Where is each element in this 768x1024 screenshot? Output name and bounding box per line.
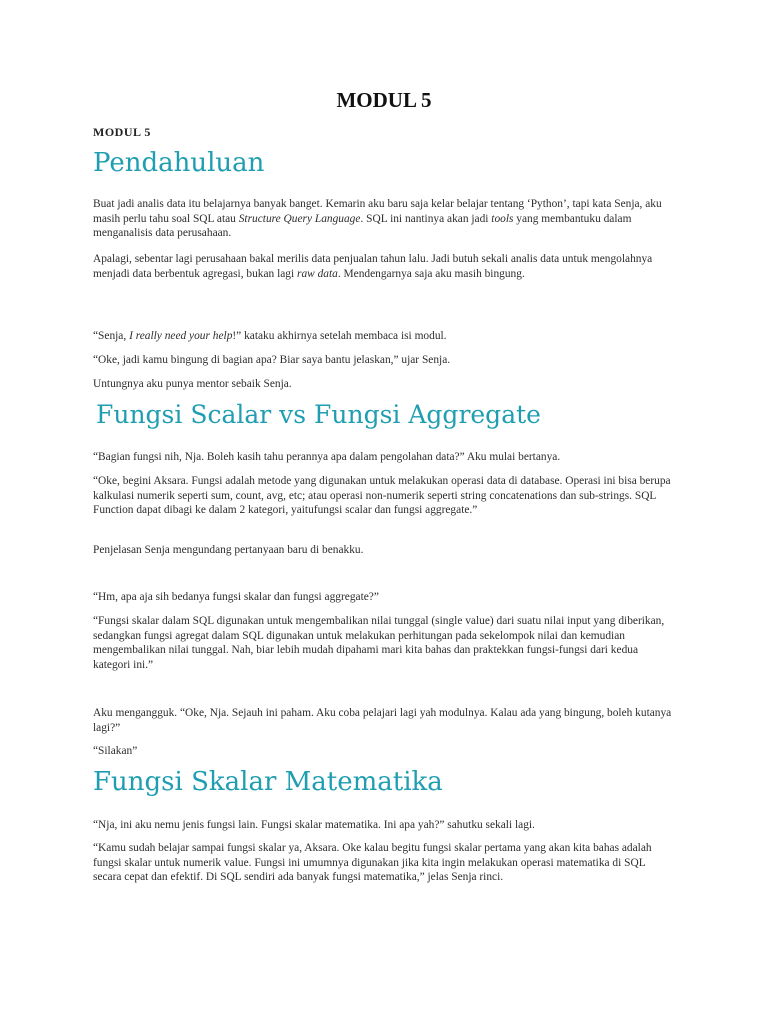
paragraph: “Oke, begini Aksara. Fungsi adalah metode yang digunakan untuk melakukan operasi data di database. Operasi ini bisa berupa kalkulasi numerik seperti sum, count, avg, etc; atau operasi non-numerik seperti string concatenations dan sub-strings. SQL Function dapat dibagi ke dalam 2 kategori, yaitufungsi scalar dan fungsi aggregate.” <box>93 475 671 517</box>
paragraph: “Bagian fungsi nih, Nja. Boleh kasih tahu perannya apa dalam pengolahan data?” Aku mulai bertanya. <box>93 451 561 463</box>
paragraph: “Fungsi skalar dalam SQL digunakan untuk mengembalikan nilai tunggal (single value) dari suatu nilai input yang diberikan, sedangkan fungsi agregat dalam SQL digunakan untuk melakukan perhitungan pada sekelompok nilai dan kemudian mengembalikan nilai tunggal. Nah, biar lebih mudah dipahami mari kita bahas dan praktekkan fungsi-fungsi dari kedua kategori ini.” <box>93 615 665 671</box>
paragraph: Buat jadi analis data itu belajarnya banyak banget. Kemarin aku baru saja kelar belajar tentang ‘Python’, tapi kata Senja, aku masih perlu tahu soal SQL atau Structure Query Language. SQL ini nantinya akan jadi tools yang membantuku dalam menganalisis data perusahaan. <box>93 198 662 240</box>
document-subtitle: MODUL 5 <box>93 125 151 139</box>
paragraph: Apalagi, sebentar lagi perusahaan bakal merilis data penjualan tahun lalu. Jadi butuh sekali analis data untuk mengolahnya menjadi data berbentuk agregasi, bukan lagi raw data. Mendengarnya saja aku masih bingung. <box>93 253 653 280</box>
paragraph: “Kamu sudah belajar sampai fungsi skalar ya, Aksara. Oke kalau begitu fungsi skalar pertama yang akan kita bahas adalah fungsi skalar untuk numerik value. Fungsi ini umumnya digunakan jika kita ingin melakukan operasi matematika di SQL secara cepat dan efektif. Di SQL sendiri ada banyak fungsi matematika,” jelas Senja rinci. <box>93 842 652 884</box>
paragraph: Aku mengangguk. “Oke, Nja. Sejauh ini paham. Aku coba pelajari lagi yah modulnya. Kalau ada yang bingung, boleh kutanya lagi?” <box>93 707 672 734</box>
paragraph: “Hm, apa aja sih bedanya fungsi skalar dan fungsi aggregate?” <box>93 591 379 603</box>
section-heading-pendahuluan: Pendahuluan <box>93 148 265 178</box>
paragraph: Penjelasan Senja mengundang pertanyaan baru di benakku. <box>93 544 364 556</box>
paragraph: “Nja, ini aku nemu jenis fungsi lain. Fungsi skalar matematika. Ini apa yah?” sahutku sekali lagi. <box>93 819 535 831</box>
document-title: MODUL 5 <box>336 88 432 112</box>
section-heading-fungsi-skalar-matematika: Fungsi Skalar Matematika <box>93 767 443 797</box>
paragraph: “Silakan” <box>93 745 138 757</box>
section-heading-fungsi-scalar-vs-aggregate: Fungsi Scalar vs Fungsi Aggregate <box>96 400 541 429</box>
paragraph: “Senja, I really need your help!” kataku akhirnya setelah membaca isi modul. <box>93 330 447 342</box>
paragraph: Untungnya aku punya mentor sebaik Senja. <box>93 378 292 390</box>
paragraph: “Oke, jadi kamu bingung di bagian apa? Biar saya bantu jelaskan,” ujar Senja. <box>93 354 451 366</box>
